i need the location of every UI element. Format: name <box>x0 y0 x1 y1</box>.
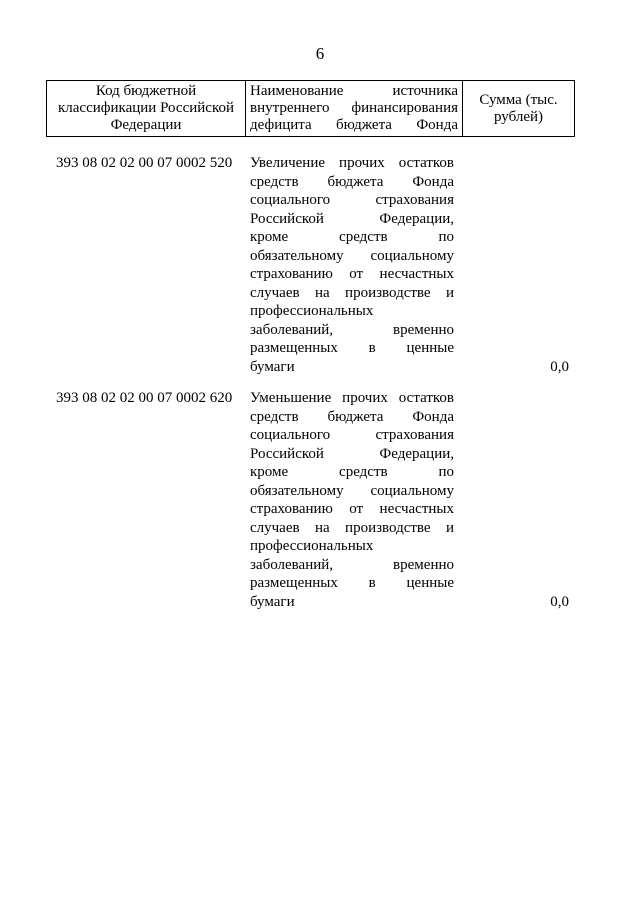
row-name-line: кроме средств по <box>250 464 454 480</box>
row-name-line: бумаги <box>250 358 295 375</box>
header-name-cell: Наименование источника внутреннего финансирования дефицита бюджета Фонда <box>246 81 463 137</box>
header-sum-cell: Сумма (тыс. рублей) <box>463 81 575 137</box>
row-code: 393 08 02 02 00 07 0002 520 <box>56 155 233 171</box>
row-name-line: заболеваний, временно <box>250 321 454 338</box>
row-name-line: размещенных в ценные <box>250 575 454 591</box>
row-name-line: обязательному социальному <box>250 482 454 499</box>
row-name-line: заболеваний, временно <box>250 556 454 573</box>
header-row <box>47 81 575 137</box>
row-name-line: средств бюджета Фонда <box>250 408 454 425</box>
row-name-line: бумаги <box>250 593 295 610</box>
row-name-line: случаев на производстве и <box>250 519 454 536</box>
header-code-cell: Код бюджетной классификации Российской Федерации <box>47 81 246 137</box>
row-name <box>250 389 454 611</box>
row-name-line: кроме средств по <box>250 229 454 245</box>
row-code: 393 08 02 02 00 07 0002 620 <box>56 390 233 406</box>
row-name-line: обязательному социальному <box>250 247 454 264</box>
row-amount: 0,0 <box>550 593 569 610</box>
row-name-line: средств бюджета Фонда <box>250 173 454 190</box>
page-number: 6 <box>315 44 325 63</box>
row-amount: 0,0 <box>550 358 569 375</box>
row-name-line: профессиональных <box>250 538 374 554</box>
row-name-line: Российской Федерации, <box>250 210 454 227</box>
row-name-line: Российской Федерации, <box>250 445 454 462</box>
row-name-line: страхованию от несчастных <box>250 266 454 282</box>
row-name-line: размещенных в ценные <box>250 340 454 356</box>
row-name-line: профессиональных <box>250 303 374 319</box>
row-name-line: социального страхования <box>250 427 454 443</box>
row-name-line: случаев на производстве и <box>250 284 454 301</box>
row-name-line: Уменьшение прочих остатков <box>250 390 454 406</box>
row-name-line: Увеличение прочих остатков <box>250 155 454 171</box>
table-header <box>46 80 575 137</box>
row-name-line: социального страхования <box>250 192 454 208</box>
row-name-line: страхованию от несчастных <box>250 501 454 517</box>
row-name <box>250 154 454 376</box>
